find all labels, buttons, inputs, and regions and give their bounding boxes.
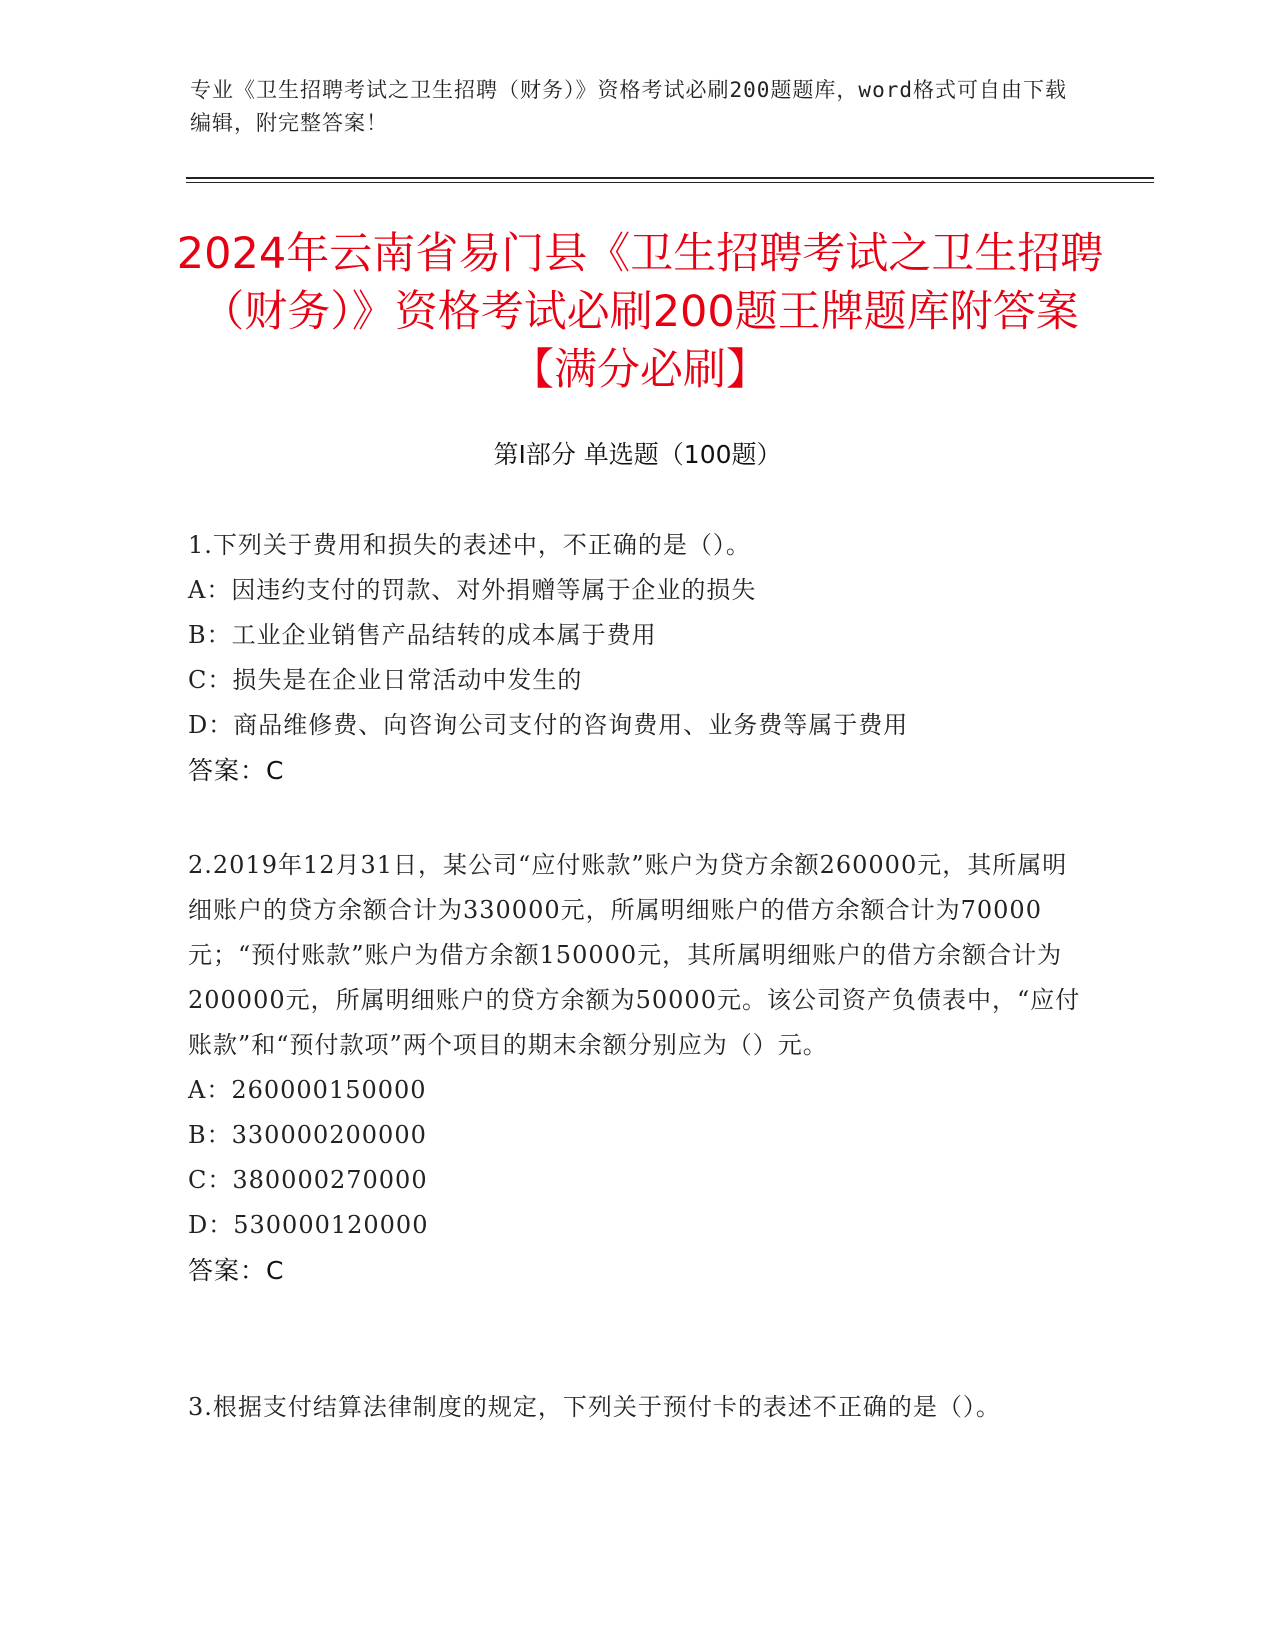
option-a: A：因违约支付的罚款、对外捐赠等属于企业的损失 <box>188 576 757 604</box>
header-rule-thin <box>186 182 1154 183</box>
section-title: 第Ⅰ部分 单选题（100题） <box>493 440 782 469</box>
header-note: 专业《卫生招聘考试之卫生招聘（财务）》资格考试必刷200题题库，word格式可自由下载编辑，附完整答案！ <box>190 78 1067 135</box>
option-c: C：380000270000 <box>188 1166 428 1194</box>
option-a: A：260000150000 <box>188 1076 427 1104</box>
document-title: 2024年云南省易门县《卫生招聘考试之卫生招聘（财务）》资格考试必刷200题王牌题库附答案【满分必刷】 <box>176 229 1104 395</box>
question-stem: 3.根据支付结算法律制度的规定，下列关于预付卡的表述不正确的是（）。 <box>188 1393 1001 1421</box>
question-stem: 2.2019年12月31日，某公司“应付账款”账户为贷方余额260000元，其所属明细账户的贷方余额合计为330000元，所属明细账户的借方余额合计为70000元；“预付账款”账户为借方余额150000元，其所属明细账户的借方余额合计为200000元，所属明细账户的贷方余额为50000元。该公司资产负债表中，“应付账款”和“预付款项”两个项目的期末余额分别应为（）元。 <box>188 851 1081 1059</box>
answer-text: 答案：C <box>188 756 285 785</box>
question-1 <box>188 523 1088 793</box>
question-stem: 1.下列关于费用和损失的表述中，不正确的是（）。 <box>188 531 751 559</box>
answer-text: 答案：C <box>188 1256 285 1285</box>
option-c: C：损失是在企业日常活动中发生的 <box>188 666 583 694</box>
option-b: B：工业企业销售产品结转的成本属于费用 <box>188 621 657 649</box>
question-2 <box>188 843 1088 1293</box>
option-b: B：330000200000 <box>188 1121 427 1149</box>
header-rule-thick <box>186 177 1154 179</box>
option-d: D：商品维修费、向咨询公司支付的咨询费用、业务费等属于费用 <box>188 711 909 739</box>
question-3 <box>188 1385 1088 1430</box>
option-d: D：530000120000 <box>188 1211 429 1239</box>
